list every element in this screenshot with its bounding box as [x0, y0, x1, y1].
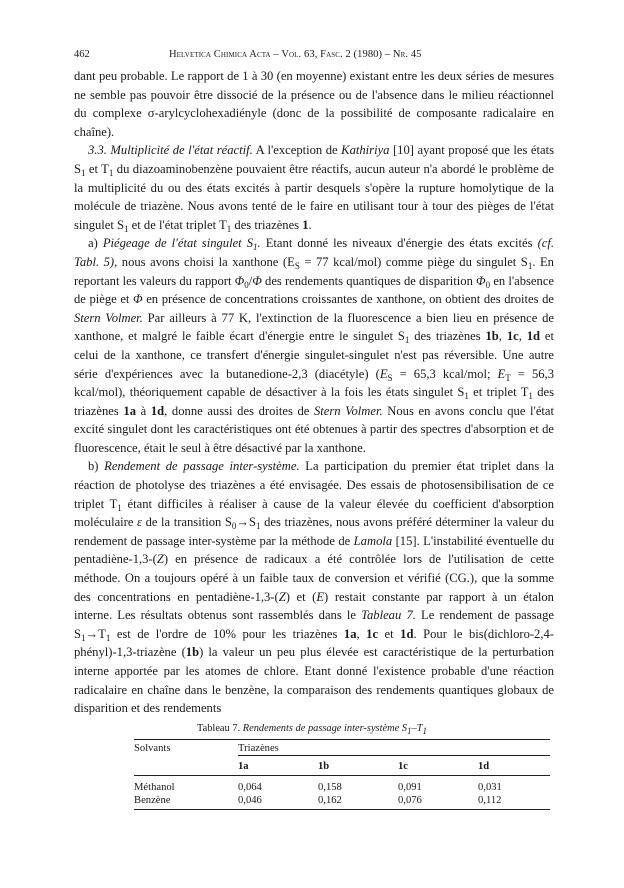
- article-body: [74, 67, 554, 718]
- subsection-heading-b: Rendement de passage inter-système.: [104, 459, 300, 474]
- section-3-3: 3.3. Multiplicité de l'état réactif. A l'exception de Kathiriya [10] ayant proposé que les états $S_1$ et $T_1$ du diazoaminobenzène pouvaient être réactifs, aucun auteur n'a abordé le problème de la multiplicité du ou des états excités à partir desquels s'opère la rupture homolytique de la molécule de triazène. Nous avons tenté de le faire en utilisant tour à tour des pièges de l'état singulet $S_1$ et de l'état triplet $T_1$ des triazènes 1.: [74, 143, 554, 234]
- section-heading: 3.3. Multiplicité de l'état réactif.: [88, 143, 253, 158]
- paragraph-a: a) Piégeage de l'état singulet $S_1$. Etant donné les niveaux d'énergie des états excités (cf. Tabl. 5), nous avons choisi la xanthone ($E_S = 77$ kcal/mol) comme piège du singulet $S_1$. En reportant les valeurs du rapport $\Phi_0/\Phi$ des rendements quantiques de disparition $\Phi_0$ en l'absence de piège et Φ en présence de concentrations croissantes de xanthone, on obtient des droites de Stern Volmer. Par ailleurs à 77 K, l'extinction de la fluorescence a bien lieu en présence de xanthone, et malgré le faible écart d'énergie entre le singulet $S_1$ des triazènes 1b, 1c, 1d et celui de la xanthone, ce transfert d'énergie singulet-singulet n'est pas réversible. Une autre série d'expériences avec la butanedione-2,3 (diacétyle) ($E_S = 65,3$ kcal/mol; $E_T = 56,3$ kcal/mol), théoriquement capable de désactiver à la fois les états singulet $S_1$ et triplet $T_1$ des triazènes 1a à 1d, donne aussi des droites de Stern Volmer. Nous en avons conclu que l'état excité singulet dont les caractéristiques ont été obtenues à partir des spectres d'absorption et de fluorescence, était le seul à être désactivé par la xanthone.: [74, 236, 555, 455]
- header-1c: 1c: [398, 761, 408, 772]
- paragraph-b: b) Rendement de passage inter-système. La participation du premier état triplet dans la réaction de photolyse des triazènes a été envisagée. Des essais de photosensibilisation de ce triplet $T_1$ étant difficiles à réaliser à cause de la valeur élevée du coefficient d'absorption moléculaire ε de la transition $S_0\to S_1$ des triazènes, nous avons préféré déterminer la valeur du rendement de passage inter-système par la méthode de Lamola [15]. L'instabilité éventuelle du pentadiène-1,3-(Z) en présence de radicaux a été contrôlée lors de l'utilisation de cette méthode. On a toujours opéré à un faible taux de conversion et vérifié (CG.), que la somme des concentrations en pentadiène-1,3-(Z) et (E) restait constante par rapport à un étalon interne. Les résultats obtenus sont rassemblés dans le Tableau 7. Le rendement de passage $S_1\to T_1$ est de l'ordre de 10% pour les triazènes 1a, 1c et 1d. Pour le bis(dichloro-2,4-phényl)-1,3-triazène (1b) la valeur un peu plus élevée est caractéristique de la perturbation interne apportée par les atomes de chlore. Etant donné l'existence probable d'une réaction radicalaire en chaîne dans le benzène, la comparaison des rendements quantiques globaux de disparition et des rendements: [74, 459, 555, 716]
- table-caption: Tableau 7. Rendements de passage inter-système S1–T1: [197, 723, 427, 736]
- table-row: Méthanol 0,064 0,158 0,091 0,031: [134, 782, 502, 793]
- author-name: Kathiriya: [341, 143, 390, 158]
- header-triazenes: Triazènes: [238, 742, 550, 756]
- header-solvants: Solvants: [134, 743, 171, 754]
- table-header-row-2: [134, 756, 550, 774]
- table-row: Benzène 0,046 0,162 0,076 0,112: [134, 795, 502, 806]
- header-1a: 1a: [238, 761, 249, 772]
- header-1b: 1b: [318, 761, 330, 772]
- table-bottom-rule: [134, 807, 550, 810]
- subsection-heading-a: Piégeage de l'état singulet S: [102, 236, 254, 251]
- page-number: 462: [74, 49, 90, 60]
- header-1d: 1d: [478, 761, 490, 772]
- running-header: [74, 48, 550, 62]
- paragraph-continued: dant peu probable. Le rapport de 1 à 30 (en moyenne) existant entre les deux séries de mesures ne semble pas pouvoir être dissocié de la présence ou de l'absence dans le milieu réactionnel du complexe σ-arylcyclohexadiényle (donc de la possibilité de composante radicalaire en chaîne).: [74, 69, 554, 139]
- running-head: Helvetica Chimica Acta – Vol. 63, Fasc. 2 (1980) – Nr. 45: [169, 49, 422, 60]
- table-header-row-1: [134, 742, 550, 756]
- table-7: [134, 739, 550, 810]
